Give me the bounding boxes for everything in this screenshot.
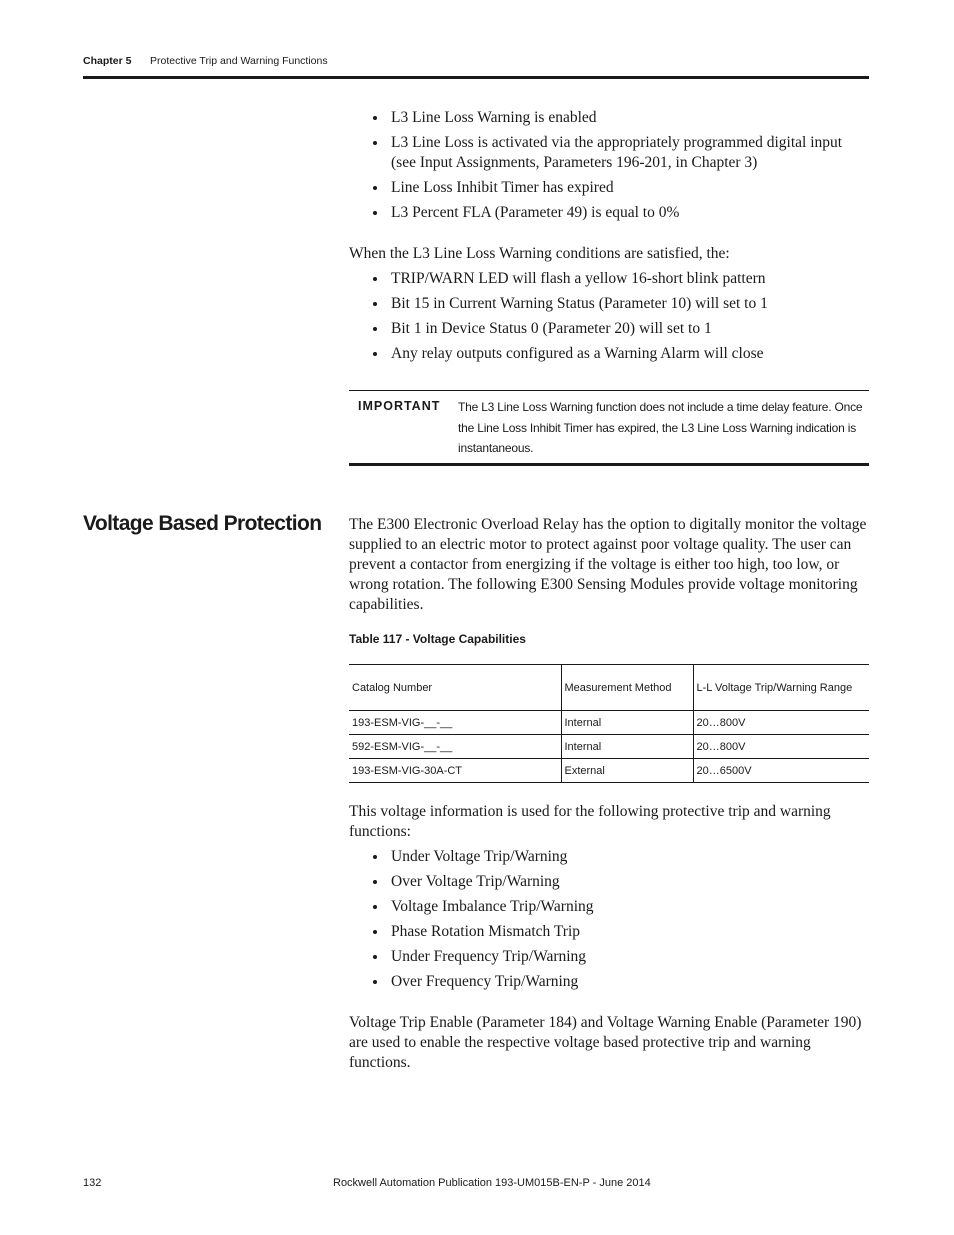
cell-voltage-range: 20…6500V [693, 759, 869, 783]
section-title: Voltage Based Protection [83, 512, 322, 535]
cell-voltage-range: 20…800V [693, 735, 869, 759]
list-item: L3 Line Loss is activated via the appropriately programmed digital input (see Input Assignments, Parameters 196-201, in Chapter 3) [349, 133, 869, 173]
closing-block [349, 1013, 869, 1073]
list-item: L3 Percent FLA (Parameter 49) is equal to 0% [349, 203, 869, 223]
page-number: 132 [83, 1177, 102, 1189]
conditions-block [349, 108, 869, 228]
satisfied-intro: When the L3 Line Loss Warning conditions are satisfied, the: [349, 245, 730, 262]
important-label: IMPORTANT [358, 399, 441, 413]
important-text: The L3 Line Loss Warning function does not include a time delay feature. Once the Line Loss Inhibit Timer has expired, the L3 Line Loss Warning indication is instantaneous. [458, 400, 863, 455]
list-item: TRIP/WARN LED will flash a yellow 16-short blink pattern [349, 269, 869, 289]
section-intro: The E300 Electronic Overload Relay has the option to digitally monitor the voltage supplied to an electric motor to protect against poor voltage quality. The user can prevent a contactor from energizing if the voltage is either too high, too low, or wrong rotation. The following E300 Sensing Modules provide voltage monitoring capabilities. [349, 516, 867, 613]
header-catalog-number: Catalog Number [349, 665, 561, 711]
publication-info: Rockwell Automation Publication 193-UM015B-EN-P - June 2014 [333, 1177, 651, 1189]
list-item: Voltage Imbalance Trip/Warning [349, 897, 869, 917]
cell-catalog-number: 592-ESM-VIG-__-__ [349, 735, 561, 759]
cell-voltage-range: 20…800V [693, 711, 869, 735]
satisfied-block [349, 244, 869, 369]
list-item: Under Voltage Trip/Warning [349, 847, 869, 867]
list-item: Over Frequency Trip/Warning [349, 972, 869, 992]
cell-catalog-number: 193-ESM-VIG-30A-CT [349, 759, 561, 783]
header-measurement-method: Measurement Method [561, 665, 693, 711]
list-item: Bit 15 in Current Warning Status (Parameter 10) will set to 1 [349, 294, 869, 314]
cell-catalog-number: 193-ESM-VIG-__-__ [349, 711, 561, 735]
list-item: L3 Line Loss Warning is enabled [349, 108, 869, 128]
header-voltage-range: L-L Voltage Trip/Warning Range [693, 665, 869, 711]
chapter-label: Chapter 5 [83, 55, 132, 67]
functions-block [349, 802, 869, 997]
important-note [349, 390, 869, 466]
voltage-capabilities-table [349, 664, 869, 783]
section-intro-block [349, 515, 869, 615]
closing-paragraph: Voltage Trip Enable (Parameter 184) and Voltage Warning Enable (Parameter 190) are used to enable the respective voltage based protective trip and warning functions. [349, 1014, 862, 1071]
list-item: Line Loss Inhibit Timer has expired [349, 178, 869, 198]
cell-measurement-method: External [561, 759, 693, 783]
table-row [349, 759, 869, 783]
list-item: Under Frequency Trip/Warning [349, 947, 869, 967]
table-caption: Table 117 - Voltage Capabilities [349, 632, 526, 646]
satisfied-list [349, 269, 869, 364]
list-item: Bit 1 in Device Status 0 (Parameter 20) will set to 1 [349, 319, 869, 339]
page-header [83, 52, 869, 79]
conditions-list [349, 108, 869, 223]
table-row [349, 711, 869, 735]
table-row [349, 735, 869, 759]
chapter-title: Protective Trip and Warning Functions [150, 55, 328, 67]
list-item: Over Voltage Trip/Warning [349, 872, 869, 892]
cell-measurement-method: Internal [561, 735, 693, 759]
usage-intro: This voltage information is used for the following protective trip and warning functions: [349, 803, 831, 840]
table-header-row [349, 665, 869, 711]
list-item: Phase Rotation Mismatch Trip [349, 922, 869, 942]
list-item: Any relay outputs configured as a Warning Alarm will close [349, 344, 869, 364]
cell-measurement-method: Internal [561, 711, 693, 735]
functions-list [349, 847, 869, 992]
